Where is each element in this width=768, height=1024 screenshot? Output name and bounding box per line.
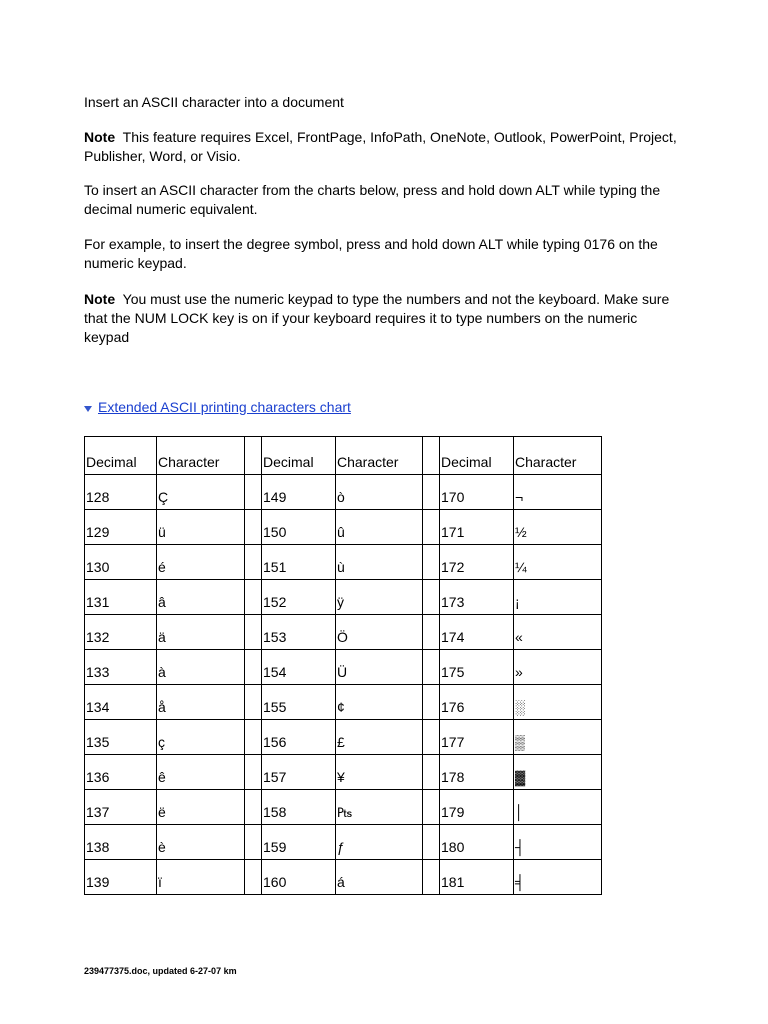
character-cell: ½ (514, 510, 602, 545)
character-cell: â (157, 580, 245, 615)
table-row (85, 475, 602, 510)
document-footer: 239477375.doc, updated 6-27-07 km (84, 966, 237, 976)
table-spacer-cell (245, 475, 262, 510)
character-cell: ┤ (514, 825, 602, 860)
decimal-cell: 129 (85, 510, 157, 545)
table-spacer-cell (423, 860, 440, 895)
decimal-cell: 156 (262, 720, 336, 755)
page-heading: Insert an ASCII character into a document (84, 94, 344, 110)
character-cell: ╡ (514, 860, 602, 895)
table-spacer-cell (245, 720, 262, 755)
table-row (85, 860, 602, 895)
decimal-cell: 177 (440, 720, 514, 755)
table-spacer-cell (423, 580, 440, 615)
decimal-cell: 152 (262, 580, 336, 615)
table-row (85, 755, 602, 790)
table-spacer-cell (245, 437, 262, 475)
character-cell: ù (336, 545, 423, 580)
table-spacer-cell (423, 755, 440, 790)
table-header-cell: Character (514, 437, 602, 475)
character-cell: ò (336, 475, 423, 510)
character-cell: è (157, 825, 245, 860)
decimal-cell: 171 (440, 510, 514, 545)
table-spacer-cell (245, 860, 262, 895)
decimal-cell: 132 (85, 615, 157, 650)
table-spacer-cell (245, 580, 262, 615)
table-spacer-cell (423, 825, 440, 860)
decimal-cell: 160 (262, 860, 336, 895)
table-spacer-cell (423, 650, 440, 685)
table-spacer-cell (423, 545, 440, 580)
table-spacer-cell (245, 615, 262, 650)
decimal-cell: 175 (440, 650, 514, 685)
character-cell: ¬ (514, 475, 602, 510)
character-cell: ÿ (336, 580, 423, 615)
table-spacer-cell (423, 510, 440, 545)
table-spacer-cell (423, 437, 440, 475)
table-spacer-cell (245, 825, 262, 860)
table-row (85, 580, 602, 615)
note-label: Note (84, 291, 116, 307)
decimal-cell: 150 (262, 510, 336, 545)
chart-section-toggle[interactable] (84, 398, 351, 417)
table-row (85, 510, 602, 545)
decimal-cell: 155 (262, 685, 336, 720)
decimal-cell: 181 (440, 860, 514, 895)
table-spacer-cell (245, 685, 262, 720)
table-row (85, 825, 602, 860)
character-cell: û (336, 510, 423, 545)
instructions-paragraph: To insert an ASCII character from the charts below, press and hold down ALT while typing the decimal numeric equivalent. (84, 182, 661, 217)
table-header-cell: Character (336, 437, 423, 475)
table-row (85, 545, 602, 580)
decimal-cell: 151 (262, 545, 336, 580)
decimal-cell: 128 (85, 475, 157, 510)
table-row (85, 615, 602, 650)
character-cell: Ö (336, 615, 423, 650)
note-feature-requirements (84, 128, 684, 166)
decimal-cell: 133 (85, 650, 157, 685)
decimal-cell: 158 (262, 790, 336, 825)
character-cell: å (157, 685, 245, 720)
example-paragraph: For example, to insert the degree symbol, press and hold down ALT while typing 0176 on the numeric keypad. (84, 236, 658, 271)
character-cell: « (514, 615, 602, 650)
table-row (85, 720, 602, 755)
decimal-cell: 131 (85, 580, 157, 615)
decimal-cell: 172 (440, 545, 514, 580)
table-spacer-cell (245, 510, 262, 545)
note-label: Note (84, 129, 116, 145)
table-spacer-cell (423, 615, 440, 650)
table-spacer-cell (245, 755, 262, 790)
character-cell: à (157, 650, 245, 685)
decimal-cell: 138 (85, 825, 157, 860)
decimal-cell: 170 (440, 475, 514, 510)
table-spacer-cell (245, 650, 262, 685)
decimal-cell: 139 (85, 860, 157, 895)
character-cell: │ (514, 790, 602, 825)
table-spacer-cell (423, 685, 440, 720)
table-header-cell: Decimal (262, 437, 336, 475)
table-spacer-cell (245, 545, 262, 580)
table-header-row (85, 437, 602, 475)
table-row (85, 650, 602, 685)
decimal-cell: 157 (262, 755, 336, 790)
decimal-cell: 153 (262, 615, 336, 650)
character-cell: Ü (336, 650, 423, 685)
extended-ascii-chart-link[interactable]: Extended ASCII printing characters chart (98, 399, 351, 415)
decimal-cell: 174 (440, 615, 514, 650)
character-cell: ë (157, 790, 245, 825)
table-header-cell: Decimal (440, 437, 514, 475)
character-cell: Ç (157, 475, 245, 510)
note-text: This feature requires Excel, FrontPage, InfoPath, OneNote, Outlook, PowerPoint, Project, Publisher, Word, or Visio. (84, 129, 677, 164)
table-spacer-cell (423, 790, 440, 825)
character-cell: ░ (514, 685, 602, 720)
decimal-cell: 154 (262, 650, 336, 685)
character-cell: ƒ (336, 825, 423, 860)
table-spacer-cell (423, 475, 440, 510)
table-spacer-cell (423, 720, 440, 755)
character-cell: ç (157, 720, 245, 755)
character-cell: ▒ (514, 720, 602, 755)
table-row (85, 790, 602, 825)
character-cell: ¡ (514, 580, 602, 615)
character-cell: ₧ (336, 790, 423, 825)
decimal-cell: 135 (85, 720, 157, 755)
note-text: You must use the numeric keypad to type the numbers and not the keyboard. Make sure that the NUM LOCK key is on if your keyboard requires it to type numbers on the numeric keypad (84, 291, 670, 345)
character-cell: ü (157, 510, 245, 545)
decimal-cell: 137 (85, 790, 157, 825)
character-cell: á (336, 860, 423, 895)
character-cell: ï (157, 860, 245, 895)
decimal-cell: 149 (262, 475, 336, 510)
character-cell: ¥ (336, 755, 423, 790)
decimal-cell: 180 (440, 825, 514, 860)
table-row (85, 685, 602, 720)
decimal-cell: 159 (262, 825, 336, 860)
decimal-cell: 176 (440, 685, 514, 720)
expand-triangle-icon[interactable] (84, 406, 92, 412)
decimal-cell: 130 (85, 545, 157, 580)
decimal-cell: 173 (440, 580, 514, 615)
character-cell: ¢ (336, 685, 423, 720)
decimal-cell: 178 (440, 755, 514, 790)
character-cell: ▓ (514, 755, 602, 790)
ascii-characters-table (84, 436, 602, 895)
character-cell: » (514, 650, 602, 685)
decimal-cell: 134 (85, 685, 157, 720)
character-cell: é (157, 545, 245, 580)
decimal-cell: 179 (440, 790, 514, 825)
note-numeric-keypad (84, 290, 684, 347)
character-cell: £ (336, 720, 423, 755)
character-cell: ä (157, 615, 245, 650)
table-header-cell: Decimal (85, 437, 157, 475)
table-header-cell: Character (157, 437, 245, 475)
table-spacer-cell (245, 790, 262, 825)
character-cell: ¼ (514, 545, 602, 580)
character-cell: ê (157, 755, 245, 790)
decimal-cell: 136 (85, 755, 157, 790)
